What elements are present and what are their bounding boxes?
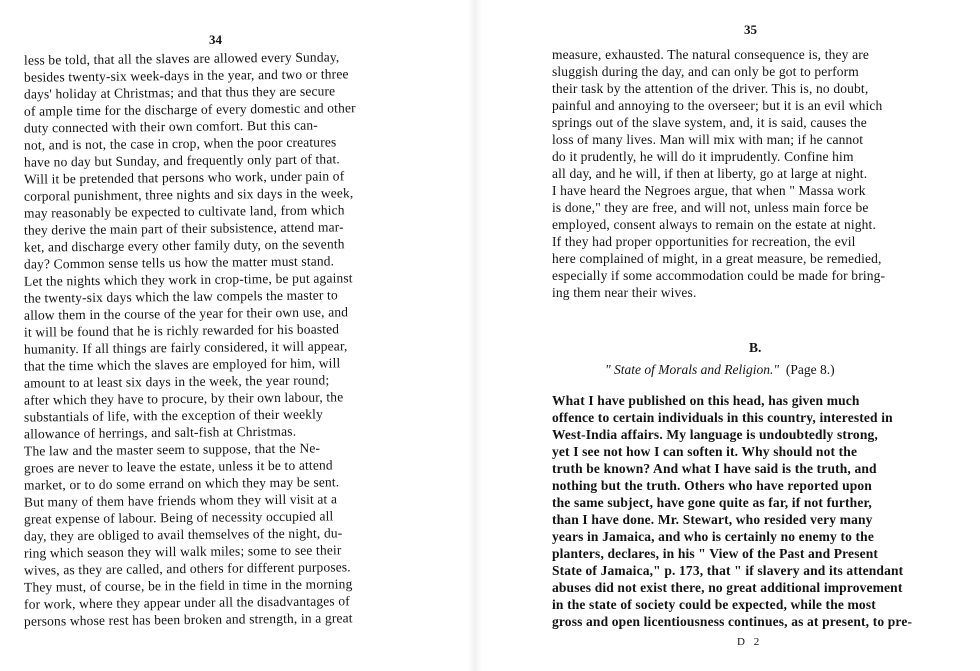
section-title-quoted: " State of Morals and Religion.": [605, 362, 780, 377]
text-line: besides twenty-six week-days in the year, and two or three: [23, 66, 349, 85]
text-line: days' holiday at Christmas; and that thus they are secure: [23, 83, 336, 102]
text-line: that the time which the slaves are employed for him, will: [23, 355, 341, 374]
text-line: offence to certain individuals in this country, interested in: [552, 410, 893, 425]
text-line: day, they are obliged to avail themselves of the night, du-: [23, 525, 343, 544]
text-line: than I have done. Mr. Stewart, who resided very many: [552, 512, 873, 527]
text-line: they derive the main part of their subsistence, attend mar-: [23, 219, 344, 238]
text-line: painful and annoying to the overseer; but it is an evil which: [552, 98, 883, 113]
text-line: the twenty-six days which the law compels the master to: [23, 287, 338, 306]
text-line: for work, where they appear under all the disadvantages of: [23, 593, 350, 612]
section-title-page-ref: (Page 8.): [785, 362, 835, 377]
left-page-number: 34: [209, 32, 222, 47]
text-line: ing them near their wives.: [552, 285, 697, 300]
text-line: humanity. If all things are fairly considered, it will appear,: [23, 338, 348, 357]
text-line: West-India affairs. My language is undoubtedly strong,: [552, 427, 878, 442]
text-line: of ample time for the discharge of every domestic and other: [23, 100, 356, 119]
text-line: employed, consent always to remain on the estate at night.: [552, 217, 876, 232]
text-line: allowance of herrings, and salt-fish at Christmas.: [23, 423, 297, 442]
text-line: They must, of course, be in the field in time in the morning: [23, 576, 353, 595]
text-line: not, and is not, the case in crop, when the poor creatures: [23, 134, 337, 153]
text-line: here complained of might, in a great measure, be remedied,: [552, 251, 882, 266]
text-line: ring which season they will walk miles; some to see their: [23, 542, 342, 561]
text-line: If they had proper opportunities for recreation, the evil: [552, 234, 856, 249]
right-page: [490, 0, 980, 671]
text-line: it will be found that he is richly rewarded for his boasted: [23, 321, 340, 340]
text-line: amount to at least six days in the week, the year round;: [23, 372, 330, 391]
text-line: loss of many lives. Man will mix with man; if he cannot: [552, 132, 864, 147]
text-line: may reasonably be expected to cultivate land, from which: [23, 202, 345, 221]
text-line: persons whose rest has been broken and strength, in a great: [23, 610, 353, 629]
text-line: do it prudently, he will do it imprudently. Confine him: [552, 149, 854, 164]
text-line: especially if some accommodation could be made for bring-: [552, 268, 886, 283]
text-line: allow them in the course of the year for their own use, and: [23, 304, 349, 323]
text-line: is done," they are free, and will not, unless main force be: [552, 200, 869, 215]
text-line: planters, declares, in his " View of the Past and Present: [552, 546, 879, 561]
text-line: duty connected with their own comfort. But this can-: [23, 117, 318, 136]
text-line: sluggish during the day, and can only be got to perform: [552, 64, 859, 79]
text-line: Will it be pretended that persons who work, under pain of: [23, 168, 345, 187]
text-line: years in Jamaica, and who is certainly no enemy to the: [552, 529, 874, 544]
text-line: all day, and he will, if then at liberty, go at large at night.: [552, 166, 868, 181]
left-page: [0, 0, 470, 671]
text-line: wives, as they are called, and others for different purposes.: [23, 559, 351, 578]
text-line: groes are never to leave the estate, unless it be to attend: [23, 457, 333, 476]
text-line: great expense of labour. Being of necessity occupied all: [23, 508, 334, 527]
text-line: market, or to do some errand on which they may be sent.: [23, 474, 340, 493]
text-line: springs out of the slave system, and, it is said, causes the: [552, 115, 867, 130]
text-line: nothing but the truth. Others who have reported upon: [552, 478, 872, 493]
text-line: less be told, that all the slaves are allowed every Sunday,: [23, 49, 340, 68]
text-line: State of Jamaica," p. 173, that " if slavery and its attendant: [552, 563, 904, 578]
text-line: yet I see not how I can soften it. Why should not the: [552, 444, 858, 459]
text-line: the same subject, have gone quite as far, if not further,: [552, 495, 872, 510]
text-line: ket, and discharge every other family duty, on the seventh: [23, 236, 345, 255]
text-line: day? Common sense tells us how the matter must stand.: [23, 253, 335, 272]
text-line: abuses did not exist there, no great additional improvement: [552, 580, 903, 595]
text-line: in the state of society could be expected, while the most: [552, 597, 876, 612]
text-line: What I have published on this head, has given much: [552, 393, 860, 408]
text-line: corporal punishment, three nights and six days in the week,: [23, 185, 354, 204]
book-gutter: [468, 0, 482, 671]
right-page-number: 35: [744, 22, 757, 37]
text-line: I have heard the Negroes argue, that when " Massa work: [552, 183, 866, 198]
text-line: Let the nights which they work in crop-time, be put against: [23, 270, 353, 289]
section-title: [605, 362, 835, 378]
text-line: after which they have to procure, by their own labour, the: [23, 389, 344, 408]
text-line: truth be known? And what I have said is the truth, and: [552, 461, 877, 476]
text-line: substantials of life, with the exception of their weekly: [23, 406, 324, 425]
text-line: measure, exhausted. The natural consequence is, they are: [552, 47, 870, 62]
text-line: The law and the master seem to suppose, that the Ne-: [23, 440, 321, 459]
text-line: their task by the attention of the driver. This is, no doubt,: [552, 81, 869, 96]
text-line: gross and open licentiousness continues, as at present, to pre-: [552, 614, 913, 629]
signature-mark: D 2: [737, 636, 763, 648]
section-letter: B.: [749, 340, 762, 355]
text-line: have no day but Sunday, and frequently only part of that.: [23, 151, 340, 170]
text-line: But many of them have friends whom they will visit at a: [23, 491, 338, 510]
